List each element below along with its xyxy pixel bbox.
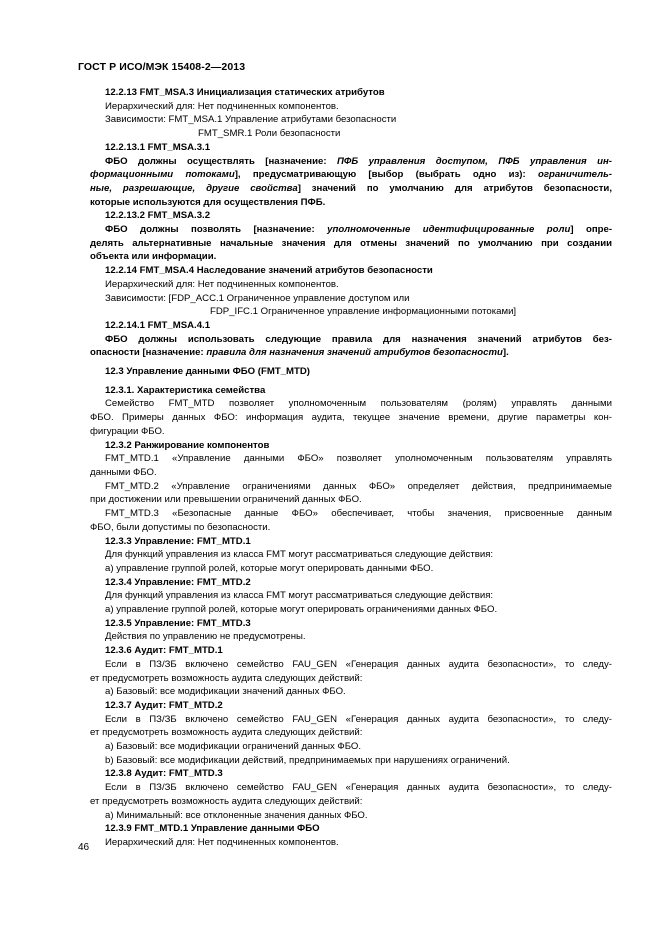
heading-12-2-14-1: 12.2.14.1 FMT_MSA.4.1	[105, 319, 211, 331]
requirement-text: объекта или информации.	[90, 251, 217, 263]
requirement-text: ФБО должны осуществлять [назначение: ПФБ управления доступом, ПФБ управления ин-	[105, 155, 612, 167]
paragraph-text: ет предусмотреть возможность аудита следующих действий:	[90, 795, 363, 807]
paragraph-text: при достижении или превышении ограничений данных ФБО.	[90, 494, 362, 506]
page-number: 46	[78, 842, 90, 853]
hierarchical-line: Иерархический для: Нет подчиненных компонентов.	[105, 836, 339, 848]
list-item: а) Базовый: все модификации значений данных ФБО.	[105, 686, 346, 698]
heading-12-3-4: 12.3.4 Управление: FMT_MTD.2	[105, 576, 251, 588]
heading-12-2-14: 12.2.14 FMT_MSA.4 Наследование значений атрибутов безопасности	[105, 265, 433, 277]
dependencies-continuation: FMT_SMR.1 Роли безопасности	[198, 128, 341, 140]
requirement-text: ФБО должны позволять [назначение: уполномоченные идентифицированные роли] опре-	[105, 224, 613, 236]
hierarchical-line: Иерархический для: Нет подчиненных компонентов.	[105, 278, 339, 290]
paragraph-text: фигурации ФБО.	[90, 425, 165, 437]
heading-12-3-5: 12.3.5 Управление: FMT_MTD.3	[105, 617, 251, 629]
paragraph-text: ФБО, были допустимы по безопасности.	[90, 521, 271, 533]
heading-12-3-9: 12.3.9 FMT_MTD.1 Управление данными ФБО	[105, 823, 320, 835]
dependencies-line: Зависимости: [FDP_ACC.1 Ограниченное управление доступом или	[105, 292, 410, 304]
paragraph-text: ет предусмотреть возможность аудита следующих действий:	[90, 727, 363, 739]
section-heading-12-3: 12.3 Управление данными ФБО (FMT_MTD)	[105, 366, 310, 378]
paragraph-text: Для функций управления из класса FMT могут рассматриваться следующие действия:	[105, 590, 494, 602]
heading-12-2-13-2: 12.2.13.2 FMT_MSA.3.2	[105, 210, 211, 222]
paragraph-text: Если в ПЗ/ЗБ включено семейство FAU_GEN «Генерация данных аудита безопасности», то следу-	[105, 782, 612, 794]
page-header: ГОСТ Р ИСО/МЭК 15408-2—2013	[78, 61, 246, 73]
document-body	[90, 86, 612, 850]
heading-12-2-13: 12.2.13 FMT_MSA.3 Инициализация статических атрибутов	[105, 87, 385, 98]
heading-12-3-2: 12.3.2 Ранжирование компонентов	[105, 439, 270, 451]
paragraph-text: Если в ПЗ/ЗБ включено семейство FAU_GEN «Генерация данных аудита безопасности», то следу-	[105, 713, 612, 725]
dependencies-continuation: FDP_IFC.1 Ограниченное управление информационными потоками]	[210, 306, 517, 318]
heading-12-2-13-1: 12.2.13.1 FMT_MSA.3.1	[105, 141, 211, 153]
requirement-text: опасности [назначение: правила для назначения значений атрибутов безопасности].	[90, 347, 509, 359]
paragraph-text: ет предусмотреть возможность аудита следующих действий:	[90, 672, 363, 684]
list-item: b) Базовый: все модификации действий, предпринимаемых при нарушениях ограничений.	[105, 754, 510, 766]
requirement-text: ФБО должны использовать следующие правила для назначения значений атрибутов без-	[105, 333, 612, 345]
paragraph-text: данными ФБО.	[90, 466, 157, 478]
requirement-text: ные, разрешающие, другие свойства] значений по умолчанию для атрибутов безопасности,	[90, 182, 612, 194]
list-item: а) Минимальный: все отклоненные значения данных ФБО.	[105, 809, 368, 821]
requirement-text: которые используются для осуществления ПФБ.	[90, 196, 326, 208]
requirement-text: формационными потоками], предусматривающую [выбор (выбрать одно из): ограничитель-	[90, 169, 612, 181]
requirement-text: делять альтернативные начальные значения для отмены значений по умолчанию при создании	[90, 237, 612, 249]
paragraph-text: Для функций управления из класса FMT могут рассматриваться следующие действия:	[105, 549, 494, 561]
heading-12-3-1: 12.3.1. Характеристика семейства	[105, 384, 266, 396]
paragraph-text: Если в ПЗ/ЗБ включено семейство FAU_GEN «Генерация данных аудита безопасности», то следу-	[105, 658, 612, 670]
heading-12-3-6: 12.3.6 Аудит: FMT_MTD.1	[105, 645, 223, 657]
list-item: а) управление группой ролей, которые могут оперировать ограничениями данных ФБО.	[105, 604, 498, 616]
heading-12-3-8: 12.3.8 Аудит: FMT_MTD.3	[105, 768, 223, 780]
list-item: а) Базовый: все модификации ограничений данных ФБО.	[105, 741, 362, 753]
paragraph-text: FMT_MTD.1 «Управление данными ФБО» позволяет уполномоченным пользователям управлять	[105, 453, 612, 465]
paragraph-text: Семейство FMT_MTD позволяет уполномоченным пользователям (ролям) управлять данными	[105, 398, 612, 410]
dependencies-line: Зависимости: FMT_MSA.1 Управление атрибутами безопасности	[105, 114, 397, 126]
paragraph-text: ФБО. Примеры данных ФБО: информация аудита, текущее значение времени, другие параметры кон-	[90, 412, 612, 424]
heading-12-3-7: 12.3.7 Аудит: FMT_MTD.2	[105, 699, 223, 711]
paragraph-text: FMT_MTD.2 «Управление ограничениями данных ФБО» определяет действия, предпринимаемые	[105, 480, 612, 492]
heading-12-3-3: 12.3.3 Управление: FMT_MTD.1	[105, 535, 251, 547]
paragraph-text: Действия по управлению не предусмотрены.	[105, 631, 306, 643]
list-item: а) управление группой ролей, которые могут оперировать данными ФБО.	[105, 562, 434, 574]
paragraph-text: FMT_MTD.3 «Безопасные данные ФБО» обеспечивает, чтобы значения, присвоенные данным	[105, 508, 612, 520]
hierarchical-line: Иерархический для: Нет подчиненных компонентов.	[105, 100, 339, 112]
